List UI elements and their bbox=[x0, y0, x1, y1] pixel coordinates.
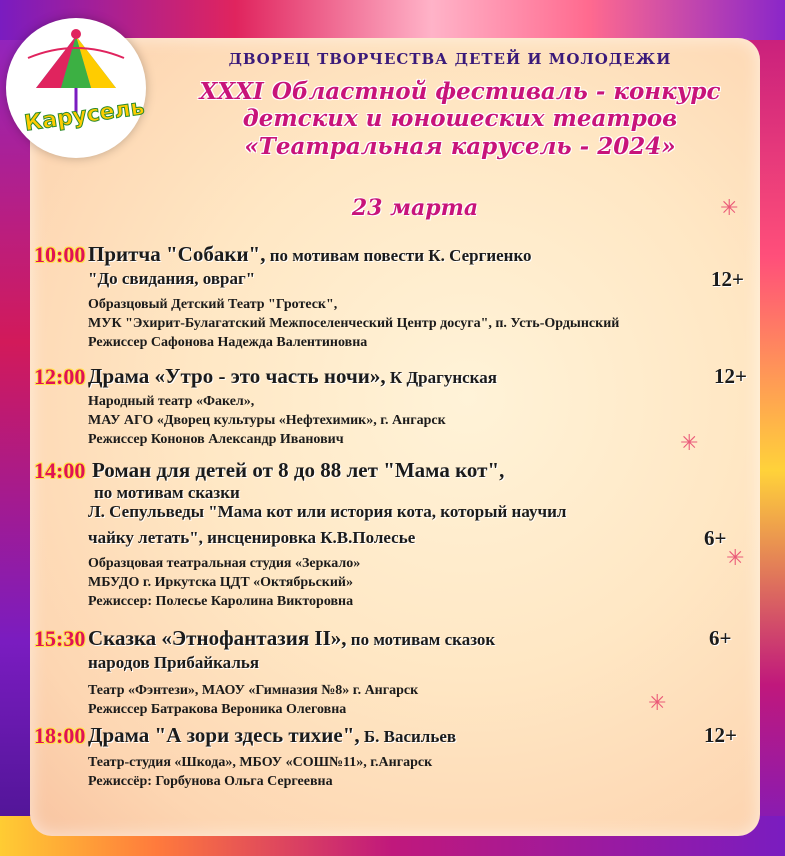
event-info: Театр «Фэнтези», МАОУ «Гимназия №8» г. Ангарск Режиссер Батракова Вероника Олеговна bbox=[88, 683, 419, 717]
event-date: 23 марта bbox=[351, 195, 479, 221]
festival-title-line-2: детских и юношеских театров bbox=[242, 105, 678, 132]
age-rating-badge: 12+ bbox=[711, 267, 744, 291]
event-info: Образцовая театральная студия «Зеркало» МБУДО г. Иркутска ЦДТ «Октябрьский» Режиссер: Полесье Каролина Викторовна bbox=[88, 556, 361, 609]
organization-title: ДВОРЕЦ ТВОРЧЕСТВА ДЕТЕЙ И МОЛОДЕЖИ bbox=[228, 50, 672, 68]
event-title: Сказка «Этнофантазия II», по мотивам сказок bbox=[88, 626, 496, 650]
event-title: Притча "Собаки", по мотивам повести К. Сергиенко bbox=[88, 242, 532, 266]
event-info: Театр-студия «Шкода», МБОУ «СОШ№11», г.Ангарск Режиссёр: Горбунова Ольга Сергеевна bbox=[88, 755, 433, 789]
event-time: 18:00 bbox=[34, 723, 86, 748]
event-time: 10:00 bbox=[34, 242, 86, 267]
carousel-icon bbox=[6, 18, 146, 158]
logo-text: Карусель bbox=[22, 94, 147, 137]
age-rating-badge: 12+ bbox=[704, 723, 737, 747]
event-subtitle: народов Прибайкалья bbox=[88, 653, 260, 672]
event-info: Образцовый Детский Театр "Гротеск", МУК "Эхирит-Булагатский Межпоселенческий Центр досуга", п. Усть-Ордынский Режиссер Сафонова Надежда Валентиновна bbox=[88, 297, 620, 350]
event-subtitle: Л. Сепульведы "Мама кот или история кота, который научил bbox=[88, 502, 567, 521]
age-rating-badge: 6+ bbox=[709, 626, 732, 650]
event-title: Роман для детей от 8 до 88 лет "Мама кот", bbox=[92, 458, 505, 482]
sparkle-icon: ✳ bbox=[726, 545, 745, 570]
sparkle-icon: ✳ bbox=[680, 430, 699, 455]
event-title: Драма "А зори здесь тихие", Б. Васильев bbox=[88, 723, 457, 747]
event-title: Драма «Утро - это часть ночи», К Драгунская bbox=[88, 364, 497, 388]
event-subtitle: "До свидания, овраг" bbox=[88, 269, 256, 288]
festival-title-line-1: XXXI Областной фестиваль - конкурс bbox=[199, 78, 721, 105]
event-subtitle: чайку летать", инсценировка К.В.Полесье bbox=[88, 528, 416, 547]
event-info: Народный театр «Факел», МАУ АГО «Дворец культуры «Нефтехимик», г. Ангарск Режиссер Кононов Александр Иванович bbox=[88, 394, 446, 447]
sparkle-icon: ✳ bbox=[648, 690, 667, 715]
age-rating-badge: 6+ bbox=[704, 526, 727, 550]
event-time: 12:00 bbox=[34, 364, 86, 389]
sparkle-icon: ✳ bbox=[720, 195, 739, 220]
festival-title-line-3: «Театральная карусель - 2024» bbox=[244, 133, 676, 160]
age-rating-badge: 12+ bbox=[714, 364, 747, 388]
event-time: 15:30 bbox=[34, 626, 86, 651]
event-time: 14:00 bbox=[34, 458, 86, 483]
event-subtitle: по мотивам сказки bbox=[94, 483, 240, 502]
carousel-logo bbox=[6, 18, 146, 158]
